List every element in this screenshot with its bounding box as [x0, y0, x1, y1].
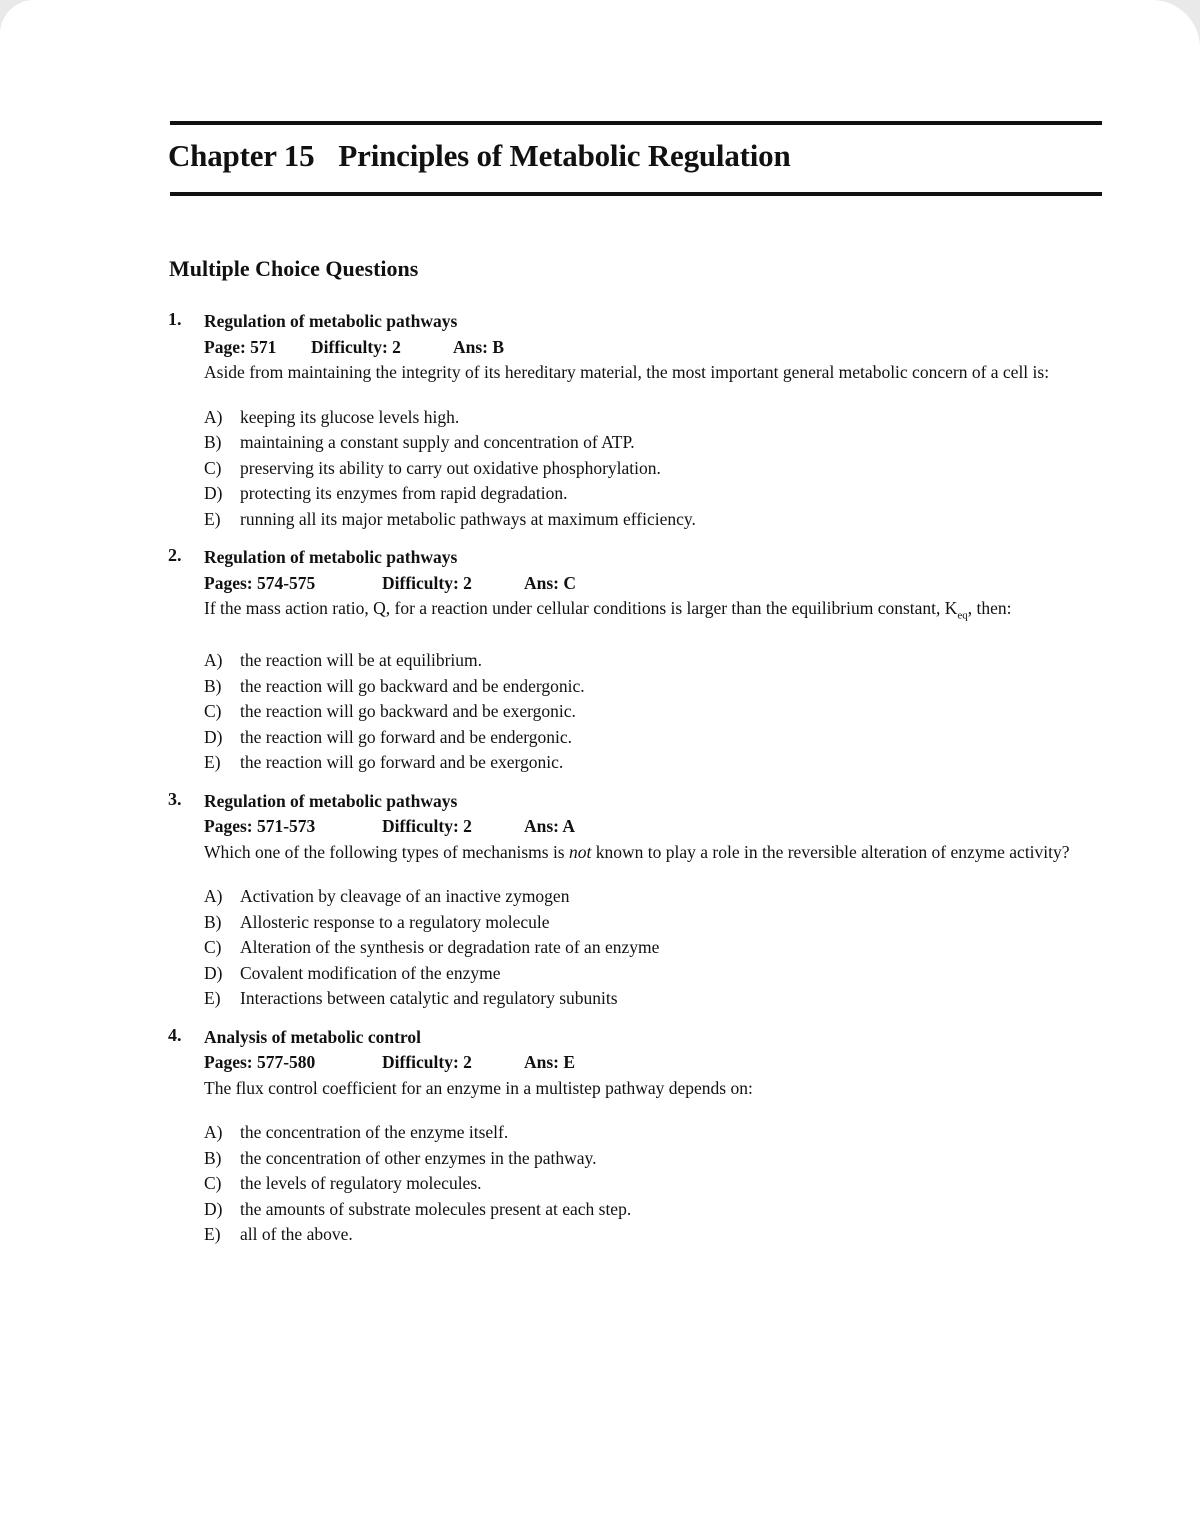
question-difficulty: Difficulty: 2: [382, 572, 472, 593]
choice-letter: C): [204, 937, 222, 957]
question-meta: [204, 814, 1098, 840]
choice-text: running all its major metabolic pathways at maximum efficiency.: [240, 508, 696, 529]
answer-choices: [204, 648, 1098, 776]
choice-text: maintaining a constant supply and concentration of ATP.: [240, 432, 635, 452]
choice-e: [204, 986, 1098, 1012]
choice-text: Alteration of the synthesis or degradation rate of an enzyme: [240, 937, 660, 957]
choice-text: keeping its glucose levels high.: [240, 406, 460, 427]
question-4: [168, 1025, 1098, 1248]
choice-letter: A): [204, 1122, 223, 1142]
choice-d: [204, 1197, 1098, 1223]
choice-e: [204, 750, 1098, 776]
question-page: Pages: 574-575: [204, 572, 316, 593]
question-answer: Ans: A: [524, 816, 576, 836]
chapter-number: Chapter 15: [168, 138, 315, 173]
choice-text: Covalent modification of the enzyme: [240, 962, 501, 983]
chapter-name: Principles of Metabolic Regulation: [338, 138, 791, 173]
top-rule: [170, 121, 1102, 125]
question-difficulty: Difficulty: 2: [311, 336, 401, 357]
question-text-end: , then:: [967, 598, 1012, 618]
choice-text: the reaction will go backward and be endergonic.: [240, 675, 585, 696]
choice-text: the reaction will go forward and be exergonic.: [240, 752, 564, 772]
choice-d: [204, 725, 1098, 751]
chapter-title: [168, 138, 791, 174]
choice-text: the levels of regulatory molecules.: [240, 1173, 482, 1193]
choice-text: the reaction will be at equilibrium.: [240, 650, 483, 670]
choice-a: [204, 405, 1098, 431]
answer-choices: [204, 405, 1098, 533]
question-topic: Regulation of metabolic pathways: [204, 790, 458, 811]
choice-b: [204, 1146, 1098, 1172]
question-topic: Regulation of metabolic pathways: [204, 547, 458, 567]
choice-text: the concentration of other enzymes in the pathway.: [240, 1147, 597, 1168]
question-2: [168, 545, 1098, 776]
choice-c: [204, 456, 1098, 482]
choice-letter: D): [204, 1198, 223, 1219]
choice-text: preserving its ability to carry out oxidative phosphorylation.: [240, 457, 661, 478]
emphasis-text: not: [569, 841, 592, 862]
choice-letter: E): [204, 508, 221, 529]
choice-text: protecting its enzymes from rapid degradation.: [240, 483, 568, 503]
choice-b: [204, 430, 1098, 456]
question-number: 2.: [168, 545, 182, 565]
question-page: Page: 571: [204, 336, 277, 357]
question-page: Pages: 571-573: [204, 816, 316, 836]
question-text-main: Which one of the following types of mechanisms is: [204, 841, 569, 862]
choice-letter: D): [204, 726, 223, 747]
equilibrium-subscript: eq: [957, 609, 968, 622]
choice-letter: D): [204, 483, 223, 503]
choice-text: Interactions between catalytic and regulatory subunits: [240, 988, 618, 1008]
choice-d: [204, 961, 1098, 987]
choice-c: [204, 1171, 1098, 1197]
choice-c: [204, 699, 1098, 725]
question-text: [204, 840, 1098, 866]
question-topic: Regulation of metabolic pathways: [204, 311, 458, 331]
question-text: The flux control coefficient for an enzyme in a multistep pathway depends on:: [204, 1077, 753, 1098]
answer-choices: [204, 1120, 1098, 1248]
choice-a: [204, 884, 1098, 910]
choice-letter: E): [204, 752, 221, 772]
choice-letter: E): [204, 1224, 221, 1244]
choice-text: the reaction will go backward and be exergonic.: [240, 701, 576, 721]
choice-d: [204, 481, 1098, 507]
question-answer: Ans: B: [453, 336, 505, 357]
choice-text: the reaction will go forward and be endergonic.: [240, 726, 573, 747]
choice-letter: B): [204, 1147, 222, 1168]
question-body: [204, 545, 1098, 776]
bottom-rule: [170, 192, 1102, 196]
choice-letter: B): [204, 432, 222, 452]
choice-c: [204, 935, 1098, 961]
question-number: 3.: [168, 788, 182, 809]
choice-letter: D): [204, 962, 223, 983]
question-answer: Ans: E: [524, 1052, 576, 1072]
question-list: [168, 309, 1098, 1261]
question-text: [204, 596, 1098, 629]
choice-b: [204, 674, 1098, 700]
question-text-main: If the mass action ratio, Q, for a reaction under cellular conditions is larger than the equilibrium constant, K: [204, 598, 958, 618]
choice-e: [204, 1222, 1098, 1248]
choice-a: [204, 648, 1098, 674]
question-answer: Ans: C: [524, 572, 577, 593]
question-page: Pages: 577-580: [204, 1052, 316, 1072]
question-meta: [204, 335, 1098, 361]
choice-letter: B): [204, 675, 222, 696]
choice-letter: C): [204, 1173, 222, 1193]
choice-letter: A): [204, 406, 223, 427]
choice-text: the concentration of the enzyme itself.: [240, 1122, 509, 1142]
choice-text: Allosteric response to a regulatory molecule: [240, 911, 550, 932]
question-difficulty: Difficulty: 2: [382, 1052, 472, 1072]
question-1: [168, 309, 1098, 532]
question-meta: [204, 571, 1098, 597]
choice-text: all of the above.: [240, 1224, 353, 1244]
question-body: [204, 1025, 1098, 1248]
question-3: [168, 789, 1098, 1012]
choice-letter: C): [204, 457, 222, 478]
question-topic: Analysis of metabolic control: [204, 1026, 421, 1047]
choice-letter: C): [204, 701, 222, 721]
choice-text: Activation by cleavage of an inactive zymogen: [240, 886, 570, 906]
question-number: 4.: [168, 1024, 182, 1045]
section-heading: Multiple Choice Questions: [169, 256, 419, 281]
choice-b: [204, 910, 1098, 936]
question-text: Aside from maintaining the integrity of its hereditary material, the most important general metabolic concern of a cell is:: [204, 362, 1050, 382]
answer-choices: [204, 884, 1098, 1012]
choice-letter: A): [204, 886, 223, 906]
question-text-end: known to play a role in the reversible alteration of enzyme activity?: [591, 841, 1070, 862]
choice-a: [204, 1120, 1098, 1146]
choice-text: the amounts of substrate molecules present at each step.: [240, 1198, 632, 1219]
question-body: [204, 309, 1098, 532]
question-number: 1.: [168, 309, 182, 329]
choice-letter: B): [204, 911, 222, 932]
choice-letter: A): [204, 650, 223, 670]
question-meta: [204, 1050, 1098, 1076]
question-body: [204, 789, 1098, 1012]
question-difficulty: Difficulty: 2: [382, 816, 472, 836]
choice-letter: E): [204, 988, 221, 1008]
choice-e: [204, 507, 1098, 533]
